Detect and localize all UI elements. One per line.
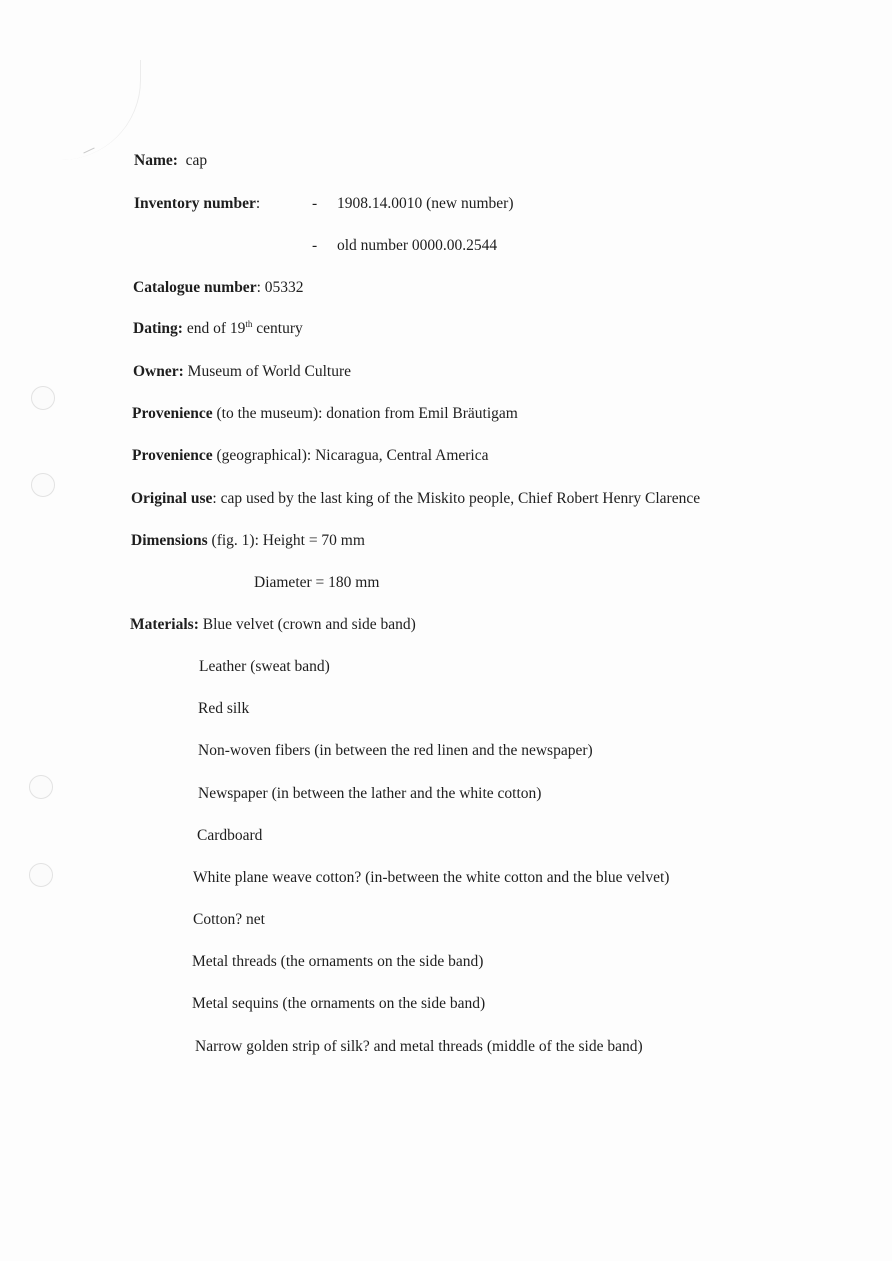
material-item: Newspaper (in between the lather and the white cotton) xyxy=(198,785,542,802)
field-label: Provenience xyxy=(132,447,213,464)
field-value: 1908.14.0010 (new number) xyxy=(337,195,514,212)
material-item: Blue velvet (crown and side band) xyxy=(202,616,416,633)
bullet: - xyxy=(312,195,318,212)
punch-hole xyxy=(31,386,55,410)
field-provenience-museum xyxy=(132,405,518,423)
field-label: Provenience xyxy=(132,405,213,422)
field-value: (to the museum): donation from Emil Bräutigam xyxy=(212,405,518,422)
material-item: White plane weave cotton? (in-between the white cotton and the blue velvet) xyxy=(193,869,670,886)
material-item: Metal threads (the ornaments on the side band) xyxy=(192,953,484,970)
field-value: end of 19th century xyxy=(186,319,303,337)
field-label: Inventory number xyxy=(134,195,256,212)
field-name xyxy=(134,152,207,170)
punch-hole xyxy=(29,775,53,799)
field-original-use xyxy=(131,490,700,508)
field-label: Materials: xyxy=(130,616,199,633)
field-materials xyxy=(130,616,416,634)
punch-hole xyxy=(29,863,53,887)
material-item: Cotton? net xyxy=(193,911,265,928)
material-item: Narrow golden strip of silk? and metal threads (middle of the side band) xyxy=(195,1038,643,1055)
field-catalogue xyxy=(133,279,304,297)
field-label: Owner: xyxy=(133,363,184,380)
field-value: (fig. 1): Height = 70 mm xyxy=(207,532,365,549)
material-item: Red silk xyxy=(198,700,250,717)
field-dimensions xyxy=(131,532,365,550)
field-value: : 05332 xyxy=(256,279,304,296)
bullet: - xyxy=(312,237,318,254)
field-inventory-label xyxy=(134,195,260,213)
field-value: old number 0000.00.2544 xyxy=(337,237,498,254)
field-colon: : xyxy=(255,195,261,212)
scan-artifact-arc xyxy=(60,60,141,160)
field-label: Dating: xyxy=(133,320,183,337)
field-value: cap xyxy=(185,152,208,169)
field-owner xyxy=(133,363,351,381)
field-label: Original use xyxy=(131,490,213,507)
material-item: Non-woven fibers (in between the red linen and the newspaper) xyxy=(198,742,593,759)
material-item: Leather (sweat band) xyxy=(199,658,330,675)
material-item: Cardboard xyxy=(197,827,263,844)
field-label: Name: xyxy=(134,152,178,169)
field-value: : cap used by the last king of the Miskito people, Chief Robert Henry Clarence xyxy=(212,490,701,507)
material-item: Metal sequins (the ornaments on the side band) xyxy=(192,995,486,1012)
field-provenience-geo xyxy=(132,447,489,465)
inventory-item xyxy=(312,195,514,213)
field-label: Catalogue number xyxy=(133,279,257,296)
field-dating xyxy=(133,320,303,338)
inventory-item xyxy=(312,237,498,255)
field-value: (geographical): Nicaragua, Central America xyxy=(212,447,489,464)
field-label: Dimensions xyxy=(131,532,208,549)
field-value: Museum of World Culture xyxy=(187,363,352,380)
dimensions-diameter: Diameter = 180 mm xyxy=(254,574,380,591)
punch-hole xyxy=(31,473,55,497)
